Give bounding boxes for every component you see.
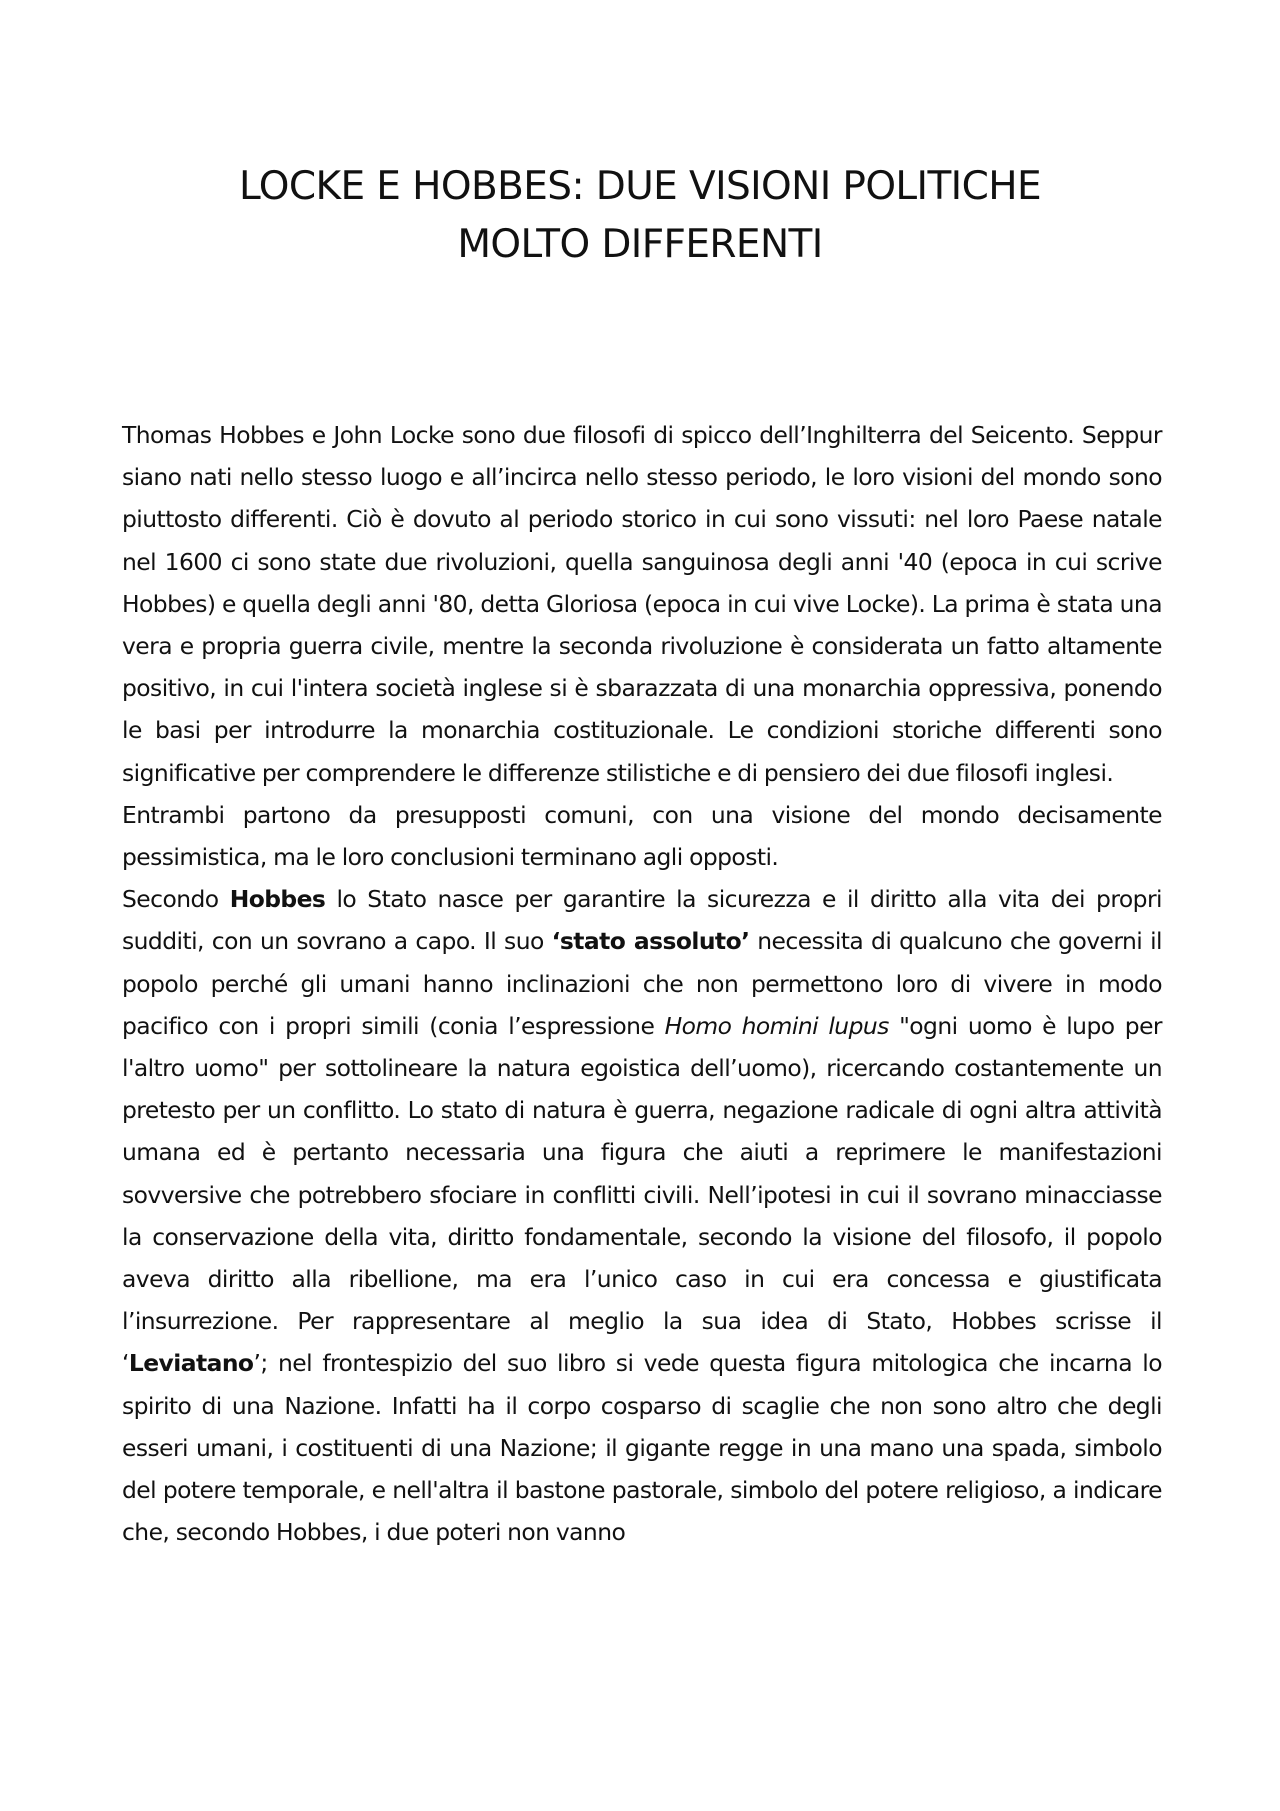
italic-homo-homini-lupus: Homo homini lupus	[664, 1011, 889, 1040]
document-body	[122, 414, 1162, 1553]
bold-hobbes: Hobbes	[229, 885, 326, 914]
paragraph-hobbes	[122, 878, 1162, 1553]
text-run: lo Stato nasce per garantire la sicurezza e il diritto alla vita dei propri sudditi, con un sovrano a capo. Il suo	[122, 885, 1162, 956]
title-line-2: MOLTO DIFFERENTI	[457, 222, 823, 267]
text-run: necessita di qualcuno che governi il popolo perché gli umani hanno inclinazioni che non permettono loro di vivere in modo pacifico con i propri simili (conia l’espressione	[122, 927, 1162, 1040]
bold-stato-assoluto: ‘stato assoluto’	[551, 927, 750, 956]
bold-leviatano: Leviatano	[128, 1349, 254, 1378]
title-line-1: LOCKE E HOBBES: DUE VISIONI POLITICHE	[239, 164, 1041, 209]
text-run: "ogni uomo è lupo per l'altro uomo" per sottolineare la natura egoistica dell’uomo), ricercando costantemente un pretesto per un conflitto. Lo stato di natura è guerra, negazione radicale di ogni altra attività umana ed è pertanto necessaria una figura che aiuti a reprimere le manifestazioni sovversive che potrebbero sfociare in conflitti civili. Nell’ipotesi in cui il sovrano minacciasse la conservazione della vita, diritto fondamentale, secondo la visione del filosofo, il popolo aveva diritto alla ribellione, ma era l’unico caso in cui era concessa e giustificata l’insurrezione. Per rappresentare al meglio la sua idea di Stato, Hobbes scrisse il ‘	[122, 1011, 1162, 1378]
document-title	[150, 158, 1130, 274]
text-run: ’; nel frontespizio del suo libro si vede questa figura mitologica che incarna lo spirito di una Nazione. Infatti ha il corpo cosparso di scaglie che non sono altro che degli esseri umani, i costituenti di una Nazione; il gigante regge in una mano una spada, simbolo del potere temporale, e nell'altra il bastone pastorale, simbolo del potere religioso, a indicare che, secondo Hobbes, i due poteri non vanno	[122, 1349, 1162, 1547]
paragraph-intro: Thomas Hobbes e John Locke sono due filosofi di spicco dell’Inghilterra del Seicento. Seppur siano nati nello stesso luogo e all’incirca nello stesso periodo, le loro visioni del mondo sono piuttosto differenti. Ciò è dovuto al periodo storico in cui sono vissuti: nel loro Paese natale nel 1600 ci sono state due rivoluzioni, quella sanguinosa degli anni '40 (epoca in cui scrive Hobbes) e quella degli anni '80, detta Gloriosa (epoca in cui vive Locke). La prima è stata una vera e propria guerra civile, mentre la seconda rivoluzione è considerata un fatto altamente positivo, in cui l'intera società inglese si è sbarazzata di una monarchia oppressiva, ponendo le basi per introdurre la monarchia costituzionale. Le condizioni storiche differenti sono significative per comprendere le differenze stilistiche e di pensiero dei due filosofi inglesi.	[122, 421, 1162, 787]
text-run: Secondo	[122, 885, 230, 914]
paragraph-premises: Entrambi partono da presupposti comuni, con una visione del mondo decisamente pessimistica, ma le loro conclusioni terminano agli opposti.	[122, 800, 1162, 872]
